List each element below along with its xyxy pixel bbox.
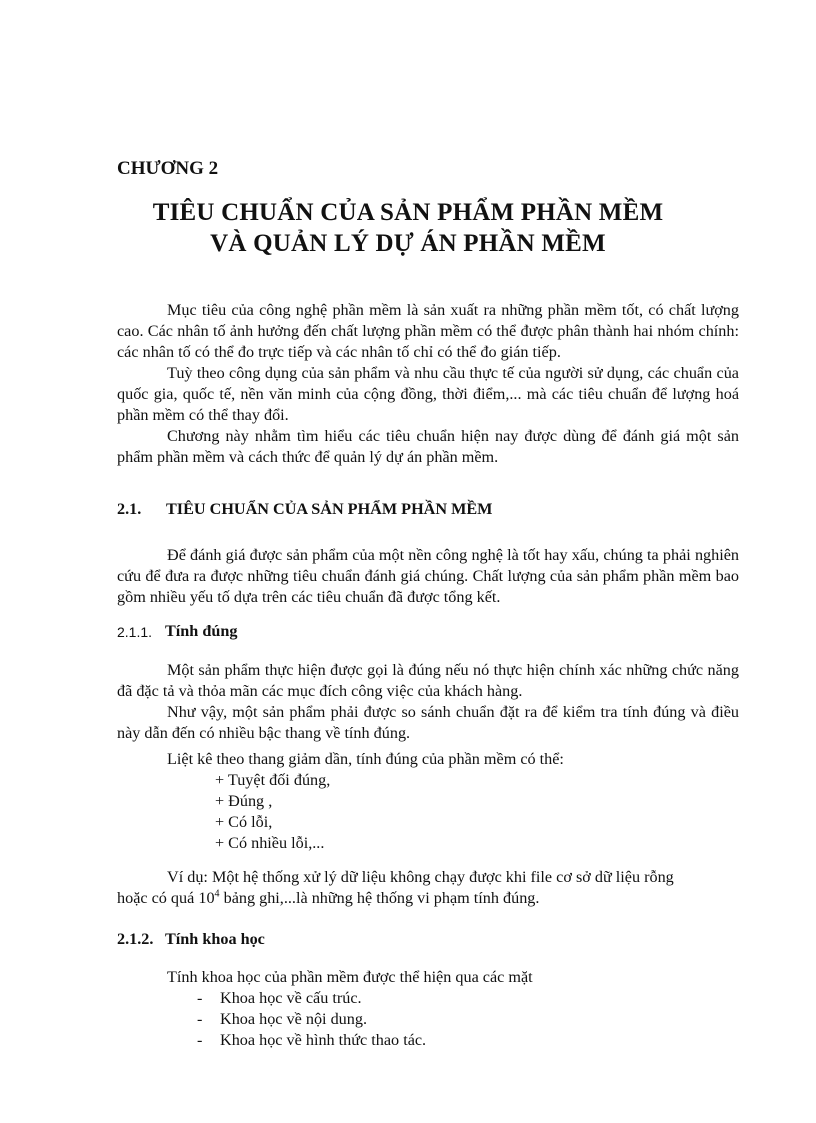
bullet-dash: -	[197, 989, 203, 1007]
chapter-label: CHƯƠNG 2	[117, 158, 219, 179]
section-2-1-2-title: Tính khoa học	[165, 930, 265, 948]
section-2-1-2-number: 2.1.2.	[117, 930, 154, 948]
section-2-1-1-number: 2.1.1.	[117, 624, 153, 640]
example-text-after: bảng ghi,...là những hệ thống vi phạm tính đúng.	[219, 889, 540, 907]
section-2-1-1-paragraph-2: Như vậy, một sản phẩm phải được so sánh chuẩn đặt ra để kiểm tra tính đúng và điều này dẫn đến có nhiều bậc thang về tính đúng.	[117, 703, 739, 742]
section-2-1-number: 2.1.	[117, 500, 142, 518]
list-item: + Đúng ,	[215, 792, 273, 810]
example-line-1: Ví dụ: Một hệ thống xử lý dữ liệu không chạy được khi file cơ sở dữ liệu rỗng	[167, 868, 674, 886]
example-line-2	[117, 889, 539, 908]
section-2-1-paragraph: Để đánh giá được sản phẩm của một nền công nghệ là tốt hay xấu, chúng ta phải nghiên cứu để đưa ra được những tiêu chuẩn đánh giá chúng. Chất lượng của sản phẩm phần mềm bao gồm nhiều yếu tố dựa trên các tiêu chuẩn đã được tổng kết.	[117, 546, 739, 606]
bullet-item: Khoa học về nội dung.	[220, 1010, 368, 1028]
intro-paragraph-2: Tuỳ theo công dụng của sản phẩm và nhu cầu thực tế của người sử dụng, các chuẩn của quốc gia, quốc tế, nền văn minh của cộng đồng, thời điểm,... mà các tiêu chuẩn để lượng hoá phần mềm có thể thay đổi.	[117, 364, 739, 424]
intro-paragraph-1: Mục tiêu của công nghệ phần mềm là sản xuất ra những phần mềm tốt, có chất lượng cao. Các nhân tố ảnh hưởng đến chất lượng phần mềm có thể được phân thành hai nhóm chính: các nhân tố có thể đo trực tiếp và các nhân tố chỉ có thể đo gián tiếp.	[117, 301, 739, 361]
example-text-before: hoặc có quá 10	[117, 889, 215, 907]
list-item: + Có nhiều lỗi,...	[215, 834, 325, 852]
list-item: + Có lỗi,	[215, 813, 273, 831]
bullet-dash: -	[197, 1010, 203, 1028]
section-2-1-1-paragraph-1: Một sản phẩm thực hiện được gọi là đúng nếu nó thực hiện chính xác những chức năng đã đặc tả và thỏa mãn các mục đích công việc của khách hàng.	[117, 661, 739, 700]
bullet-item: Khoa học về cấu trúc.	[220, 989, 362, 1007]
intro-paragraph-3: Chương này nhằm tìm hiểu các tiêu chuẩn hiện nay được dùng để đánh giá một sản phẩm phần mềm và cách thức để quản lý dự án phần mềm.	[117, 427, 739, 466]
exponent: 4	[214, 888, 220, 900]
bullet-item: Khoa học về hình thức thao tác.	[220, 1031, 427, 1049]
chapter-title-line-2: VÀ QUẢN LÝ DỰ ÁN PHẦN MỀM	[210, 230, 606, 257]
section-2-1-2-intro: Tính khoa học của phần mềm được thể hiện qua các mặt	[167, 968, 533, 986]
list-intro: Liệt kê theo thang giảm dần, tính đúng của phần mềm có thể:	[167, 750, 564, 768]
section-2-1-1-title: Tính đúng	[165, 622, 238, 640]
list-item: + Tuyệt đối đúng,	[215, 771, 331, 789]
bullet-dash: -	[197, 1031, 203, 1049]
chapter-title-line-1: TIÊU CHUẨN CỦA SẢN PHẨM PHẦN MỀM	[152, 199, 664, 226]
section-2-1-title: TIÊU CHUẨN CỦA SẢN PHẨM PHẦN MỀM	[166, 500, 493, 518]
